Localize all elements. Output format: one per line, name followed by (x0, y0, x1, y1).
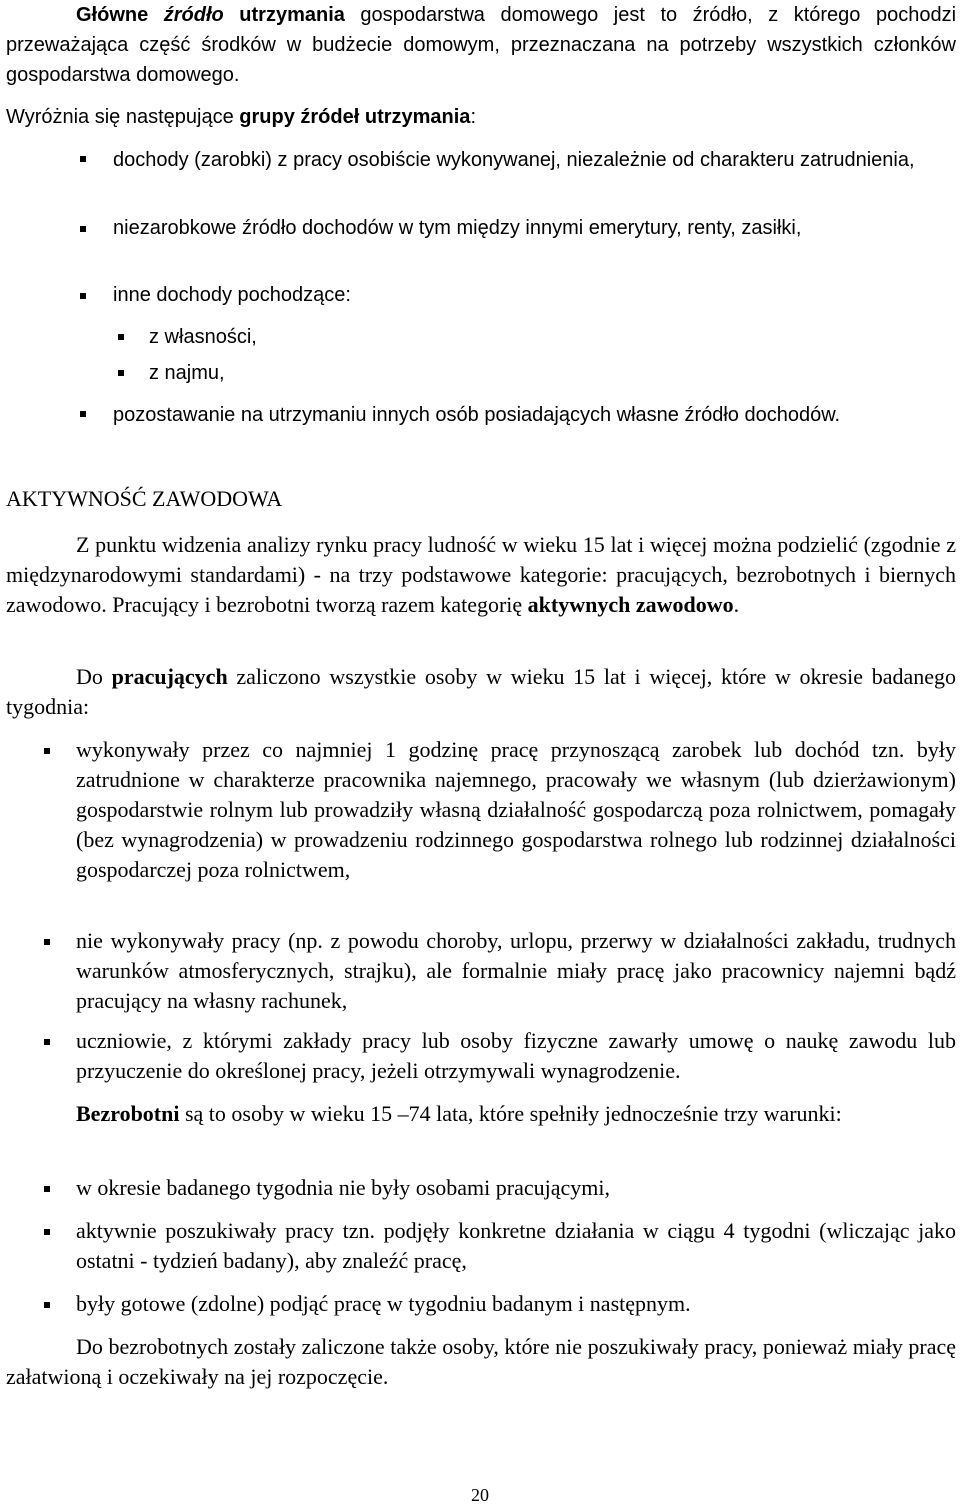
intro-term-italic: źródło (163, 4, 224, 26)
paragraph-awaiting: Do bezrobotnych zostały zaliczone także osoby, które nie poszukiwały pracy, ponieważ miały pracę załatwioną i oczekiwały na jej rozpoczęcie. (6, 1334, 956, 1389)
list-item: inne dochody pochodzące: (113, 284, 351, 306)
bullet-icon (80, 226, 86, 232)
intro-term-rest: utrzymania (239, 4, 345, 26)
bullet-icon (44, 939, 50, 945)
bullet-icon (118, 334, 124, 340)
list-item: pozostawanie na utrzymaniu innych osób posiadających własne źródło dochodów. (113, 404, 841, 426)
list-item: wykonywały przez co najmniej 1 godzinę pracę przynoszącą zarobek lub dochód tzn. były zatrudnione w charakterze pracownika najemnego, pracowały we własnym (lub dzierżawionym) gospodarstwie rolnym lub prowadziły własną działalność gospodarczą poza rolnictwem, pomagały (bez wynagrodzenia) w prowadzeniu rodzinnego gospodarstwa rolnego lub rodzinnej działalności gospodarczej poza rolnictwem, (76, 737, 956, 882)
list-item: były gotowe (zdolne) podjąć pracę w tygodniu badanym i następnym. (76, 1291, 691, 1316)
para3-bold: Bezrobotni (76, 1101, 180, 1126)
bullet-icon (80, 156, 86, 162)
bullet-icon (118, 370, 124, 376)
intro-paragraph (6, 0, 956, 90)
intro-term: Główne (76, 4, 149, 26)
page-number: 20 (471, 1485, 489, 1505)
groups-lead-bold: grupy źródeł utrzymania (239, 106, 471, 128)
intro-text: gospodarstwa domowego jest to źródło, z którego pochodzi przeważająca część środków w budżecie domowym, przeznaczana na potrzeby wszystkich członków gospodarstwa domowego. (6, 4, 957, 86)
section-heading: AKTYWNOŚĆ ZAWODOWA (6, 486, 283, 511)
bullet-icon (80, 411, 86, 417)
bullet-icon (44, 1039, 50, 1045)
list-item: w okresie badanego tygodnia nie były osobami pracującymi, (76, 1175, 610, 1200)
list-item: uczniowie, z którymi zakłady pracy lub osoby fizyczne zawarły umowę o naukę zawodu lub przyuczenie do określonej pracy, jeżeli otrzymywali wynagrodzenie. (76, 1028, 956, 1083)
list-item: aktywnie poszukiwały pracy tzn. podjęły konkretne działania w ciągu 4 tygodni (wliczając jako ostatni - tydzień badany), aby znaleźć pracę, (76, 1218, 956, 1273)
bullet-icon (80, 293, 86, 299)
para1-bold: aktywnych zawodowo (527, 592, 734, 617)
paragraph-categories: Z punktu widzenia analizy rynku pracy ludność w wieku 15 lat i więcej można podzielić (zgodnie z międzynarodowymi standardami) - na trzy podstawowe kategorie: pracujących, bezrobotnych i biernych zawodowo. Pracujący i bezrobotni tworzą razem kategorię aktywnych zawodowo. (6, 532, 956, 617)
para2-bold: pracujących (111, 664, 228, 689)
list-item: nie wykonywały pracy (np. z powodu choroby, urlopu, przerwy w działalności zakładu, trudnych warunków atmosferycznych, strajku), ale formalnie miały pracę jako pracownicy najemni bądź pracujący na własny rachunek, (76, 928, 956, 1013)
sub-list-item: z najmu, (149, 362, 225, 384)
paragraph-workers: Do pracujących zaliczono wszystkie osoby w wieku 15 lat i więcej, które w okresie badanego tygodnia: (6, 664, 956, 719)
sub-list-item: z własności, (149, 326, 257, 348)
list-item: niezarobkowe źródło dochodów w tym między innymi emerytury, renty, zasiłki, (113, 217, 802, 239)
list-item: dochody (zarobki) z pracy osobiście wykonywanej, niezależnie od charakteru zatrudnienia, (113, 149, 915, 171)
groups-lead: Wyróżnia się następujące grupy źródeł utrzymania: (6, 106, 476, 128)
bullet-icon (44, 1229, 50, 1235)
bullet-icon (44, 1302, 50, 1308)
bullet-icon (44, 748, 50, 754)
paragraph-unemployed: Bezrobotni są to osoby w wieku 15 –74 lata, które spełniły jednocześnie trzy warunki: (76, 1101, 842, 1126)
bullet-icon (44, 1186, 50, 1192)
